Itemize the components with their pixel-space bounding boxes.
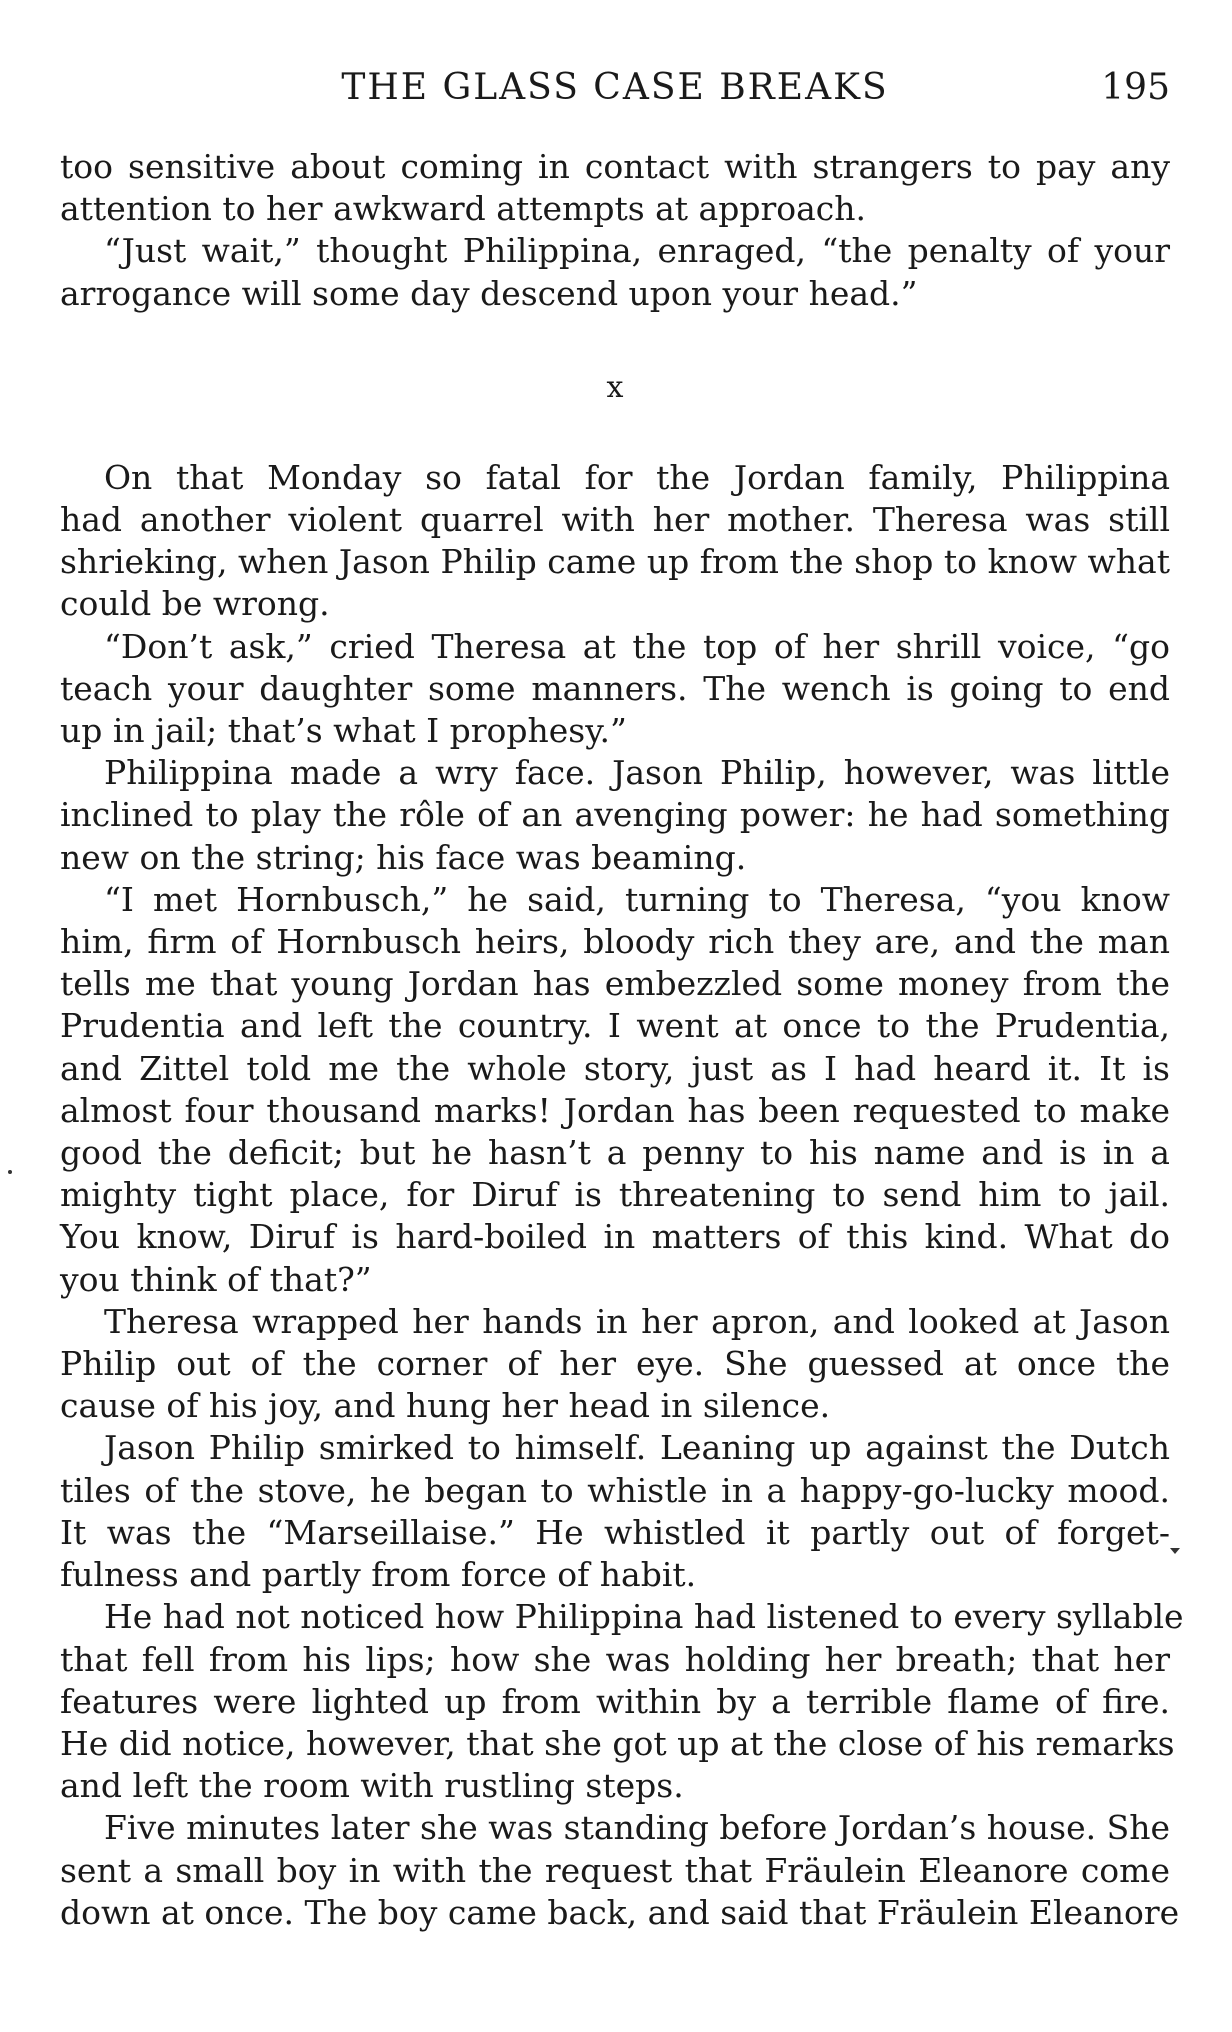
text-line: good the deficit; but he hasn’t a penny to his name and is in a xyxy=(60,1133,1170,1173)
text-line: “I met Hornbusch,” he said, turning to Theresa, “you know xyxy=(104,879,1170,919)
text-line: cause of his joy, and hung her head in silence. xyxy=(60,1386,831,1426)
text-line: sent a small boy in with the request that Fräulein Eleanore come xyxy=(60,1850,1170,1890)
text-line: up in jail; that’s what I prophesy.” xyxy=(60,711,627,751)
paragraph xyxy=(60,626,1170,753)
paragraph xyxy=(60,752,1170,879)
section-numeral: x xyxy=(606,369,624,405)
text-line: you think of that?” xyxy=(60,1259,372,1299)
paragraph xyxy=(60,1596,1184,1807)
text-line: He did notice, however, that she got up at the close of his remarks xyxy=(60,1723,1175,1763)
text-line: You know, Diruf is hard-boiled in matters of this kind. What do xyxy=(60,1217,1170,1257)
page-number: 195 xyxy=(1101,67,1170,108)
paragraph-continues xyxy=(60,1807,1180,1934)
paragraph xyxy=(60,230,1170,314)
text-line: It was the “Marseillaise.” He whistled it partly out of forget- xyxy=(60,1512,1170,1552)
text-line: attention to her awkward attempts at approach. xyxy=(60,189,867,229)
text-line: “Just wait,” thought Philippina, enraged, “the penalty of your xyxy=(104,231,1170,271)
text-line: inclined to play the rôle of an avenging power: he had something xyxy=(60,795,1170,835)
text-line: Philippina made a wry face. Jason Philip, however, was little xyxy=(104,753,1170,793)
margin-arrow-mark xyxy=(1170,1548,1180,1554)
text-line: too sensitive about coming in contact with strangers to pay any xyxy=(60,147,1170,186)
text-line: tiles of the stove, he began to whistle in a happy-go-lucky mood. xyxy=(60,1470,1170,1510)
text-line: and left the room with rustling steps. xyxy=(60,1766,684,1806)
text-line: new on the string; his face was beaming. xyxy=(60,837,747,877)
text-line: “Don’t ask,” cried Theresa at the top of her shrill voice, “go xyxy=(104,626,1170,666)
text-line: On that Monday so fatal for the Jordan family, Philippina xyxy=(104,457,1170,497)
text-line: shrieking, when Jason Philip came up from the shop to know what xyxy=(60,542,1170,582)
text-line: could be wrong. xyxy=(60,584,330,624)
text-line: that fell from his lips; how she was holding her breath; that her xyxy=(60,1639,1170,1679)
text-line: mighty tight place, for Diruf is threatening to send him to jail. xyxy=(60,1175,1170,1215)
running-title: THE GLASS CASE BREAKS xyxy=(341,67,889,108)
text-line: arrogance will some day descend upon your head.” xyxy=(60,273,918,313)
text-line: Philip out of the corner of her eye. She guessed at once the xyxy=(60,1344,1170,1384)
text-line: He had not noticed how Philippina had listened to every syllable xyxy=(104,1597,1184,1637)
text-line: had another violent quarrel with her mother. Theresa was still xyxy=(60,500,1170,540)
text-line: Five minutes later she was standing before Jordan’s house. She xyxy=(104,1808,1170,1848)
text-line: down at once. The boy came back, and said that Fräulein Eleanore xyxy=(60,1892,1180,1932)
text-line: fulness and partly from force of habit. xyxy=(60,1555,697,1595)
text-line: Prudentia and left the country. I went at once to the Prudentia, xyxy=(60,1006,1170,1046)
text-line: Jason Philip smirked to himself. Leaning up against the Dutch xyxy=(104,1428,1170,1468)
margin-dot-mark xyxy=(8,1170,12,1174)
paragraph xyxy=(60,457,1170,626)
running-head xyxy=(60,62,1170,114)
text-line: Theresa wrapped her hands in her apron, and looked at Jason xyxy=(104,1301,1170,1341)
paragraph-continued xyxy=(60,146,1170,230)
text-line: almost four thousand marks! Jordan has been requested to make xyxy=(60,1090,1170,1130)
text-line: tells me that young Jordan has embezzled some money from the xyxy=(60,964,1170,1004)
paragraph xyxy=(60,1427,1170,1596)
text-line: teach your daughter some manners. The wench is going to end xyxy=(60,668,1170,708)
body-text xyxy=(60,146,1184,1934)
paragraph xyxy=(60,879,1170,1301)
text-line: and Zittel told me the whole story, just as I had heard it. It is xyxy=(60,1048,1170,1088)
text-line: features were lighted up from within by a terrible flame of fire. xyxy=(60,1681,1170,1721)
text-line: him, firm of Hornbusch heirs, bloody rich they are, and the man xyxy=(60,922,1170,962)
paragraph xyxy=(60,1301,1170,1428)
